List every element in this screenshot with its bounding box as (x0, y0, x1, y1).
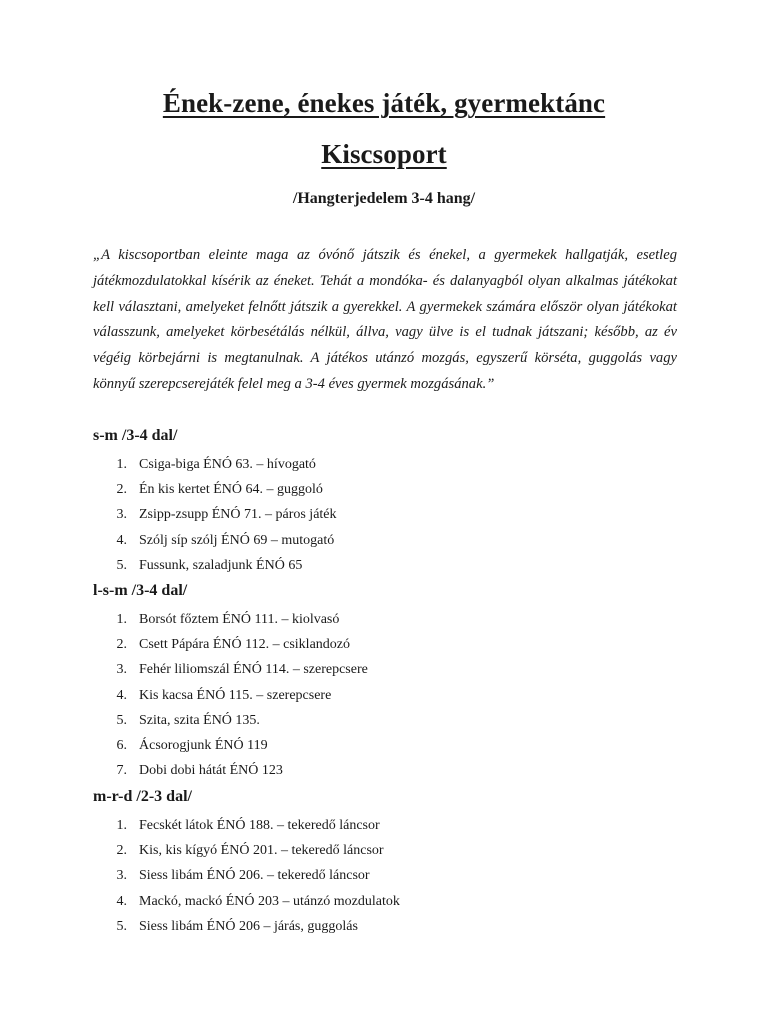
item-text: Dobi dobi hátát ÉNÓ 123 (139, 763, 283, 779)
item-text: Szita, szita ÉNÓ 135. (139, 712, 260, 728)
item-text: Csiga-biga ÉNÓ 63. – hívogató (139, 457, 316, 472)
section-heading-l-s-m: l-s-m /3-4 dal/ (93, 582, 188, 599)
item-number: 3. (116, 507, 127, 523)
list-item (93, 889, 400, 914)
list-item (93, 813, 400, 838)
item-number: 3. (116, 868, 127, 884)
list-item (93, 838, 400, 863)
list-item (93, 758, 368, 783)
item-text: Kis, kis kígyó ÉNÓ 201. – tekeredő láncsor (139, 843, 384, 859)
list-item (93, 863, 400, 888)
item-text: Borsót főztem ÉNÓ 111. – kiolvasó (139, 612, 340, 627)
list-item (93, 502, 337, 527)
list-item (93, 452, 337, 477)
page-subtitle: Kiscsoport (321, 139, 447, 169)
song-list-l-s-m (93, 607, 368, 783)
item-number: 1. (116, 818, 127, 833)
list-item (93, 683, 368, 708)
item-text: Mackó, mackó ÉNÓ 203 – utánzó mozdulatok (139, 893, 400, 909)
list-item (93, 632, 368, 657)
list-item (93, 733, 368, 758)
list-item (93, 528, 337, 553)
item-text: Siess libám ÉNÓ 206. – tekeredő láncsor (139, 868, 370, 884)
list-item (93, 553, 337, 578)
list-item (93, 607, 368, 632)
section-heading-m-r-d: m-r-d /2-3 dal/ (93, 788, 192, 805)
list-item (93, 708, 368, 733)
item-text: Én kis kertet ÉNÓ 64. – guggoló (139, 482, 323, 498)
item-text: Szólj síp szólj ÉNÓ 69 – mutogató (139, 532, 335, 548)
item-number: 6. (116, 737, 127, 753)
item-text: Ácsorogjunk ÉNÓ 119 (139, 737, 268, 753)
item-text: Csett Pápára ÉNÓ 112. – csiklandozó (139, 637, 350, 653)
item-number: 4. (116, 687, 127, 703)
item-number: 4. (116, 532, 127, 548)
item-number: 3. (116, 662, 127, 678)
item-text: Fecskét látok ÉNÓ 188. – tekeredő láncsor (139, 818, 380, 833)
list-item (93, 477, 337, 502)
item-text: Kis kacsa ÉNÓ 115. – szerepcsere (139, 687, 332, 703)
item-number: 2. (116, 637, 127, 653)
song-list-m-r-d (93, 813, 400, 939)
list-item (93, 657, 368, 682)
item-text: Zsipp-zsupp ÉNÓ 71. – páros játék (139, 507, 337, 523)
list-item (93, 914, 400, 939)
item-number: 5. (116, 557, 127, 573)
item-text: Fussunk, szaladjunk ÉNÓ 65 (139, 557, 303, 573)
item-number: 2. (116, 482, 127, 498)
item-number: 2. (116, 843, 127, 859)
item-number: 5. (116, 712, 127, 728)
section-heading-s-m: s-m /3-4 dal/ (93, 427, 178, 444)
song-list-s-m (93, 452, 337, 578)
item-number: 1. (116, 457, 127, 472)
intro-quote: „A kiscsoportban eleinte maga az óvónő játszik és énekel, a gyermekek hallgatják, esetleg játékmozdulatokkal kísérik az éneket. Tehát a mondóka- és dalanyagból olyan alkalmas játékokat kell választani, amelyeket felnőtt játszik a gyerekkel. A gyermekek számára először olyan játékokat válasszunk, amelyeket körbesétálás nélkül, állva, vagy ülve is el tudnak játszani; később, az év végéig körbejárni is megtanulnak. A játékos utánzó mozgás, egyszerű körséta, guggolás vagy könnyű szerepcserejáték felel meg a 3-4 éves gyermek mozgásának.” (93, 247, 677, 392)
range-note: /Hangterjedelem 3-4 hang/ (292, 190, 476, 207)
item-text: Siess libám ÉNÓ 206 – járás, guggolás (139, 918, 358, 934)
item-number: 4. (116, 893, 127, 909)
item-number: 5. (116, 918, 127, 934)
item-number: 1. (116, 612, 127, 627)
item-text: Fehér liliomszál ÉNÓ 114. – szerepcsere (139, 662, 368, 678)
item-number: 7. (116, 763, 127, 779)
page-title: Ének-zene, énekes játék, gyermektánc (162, 88, 606, 118)
